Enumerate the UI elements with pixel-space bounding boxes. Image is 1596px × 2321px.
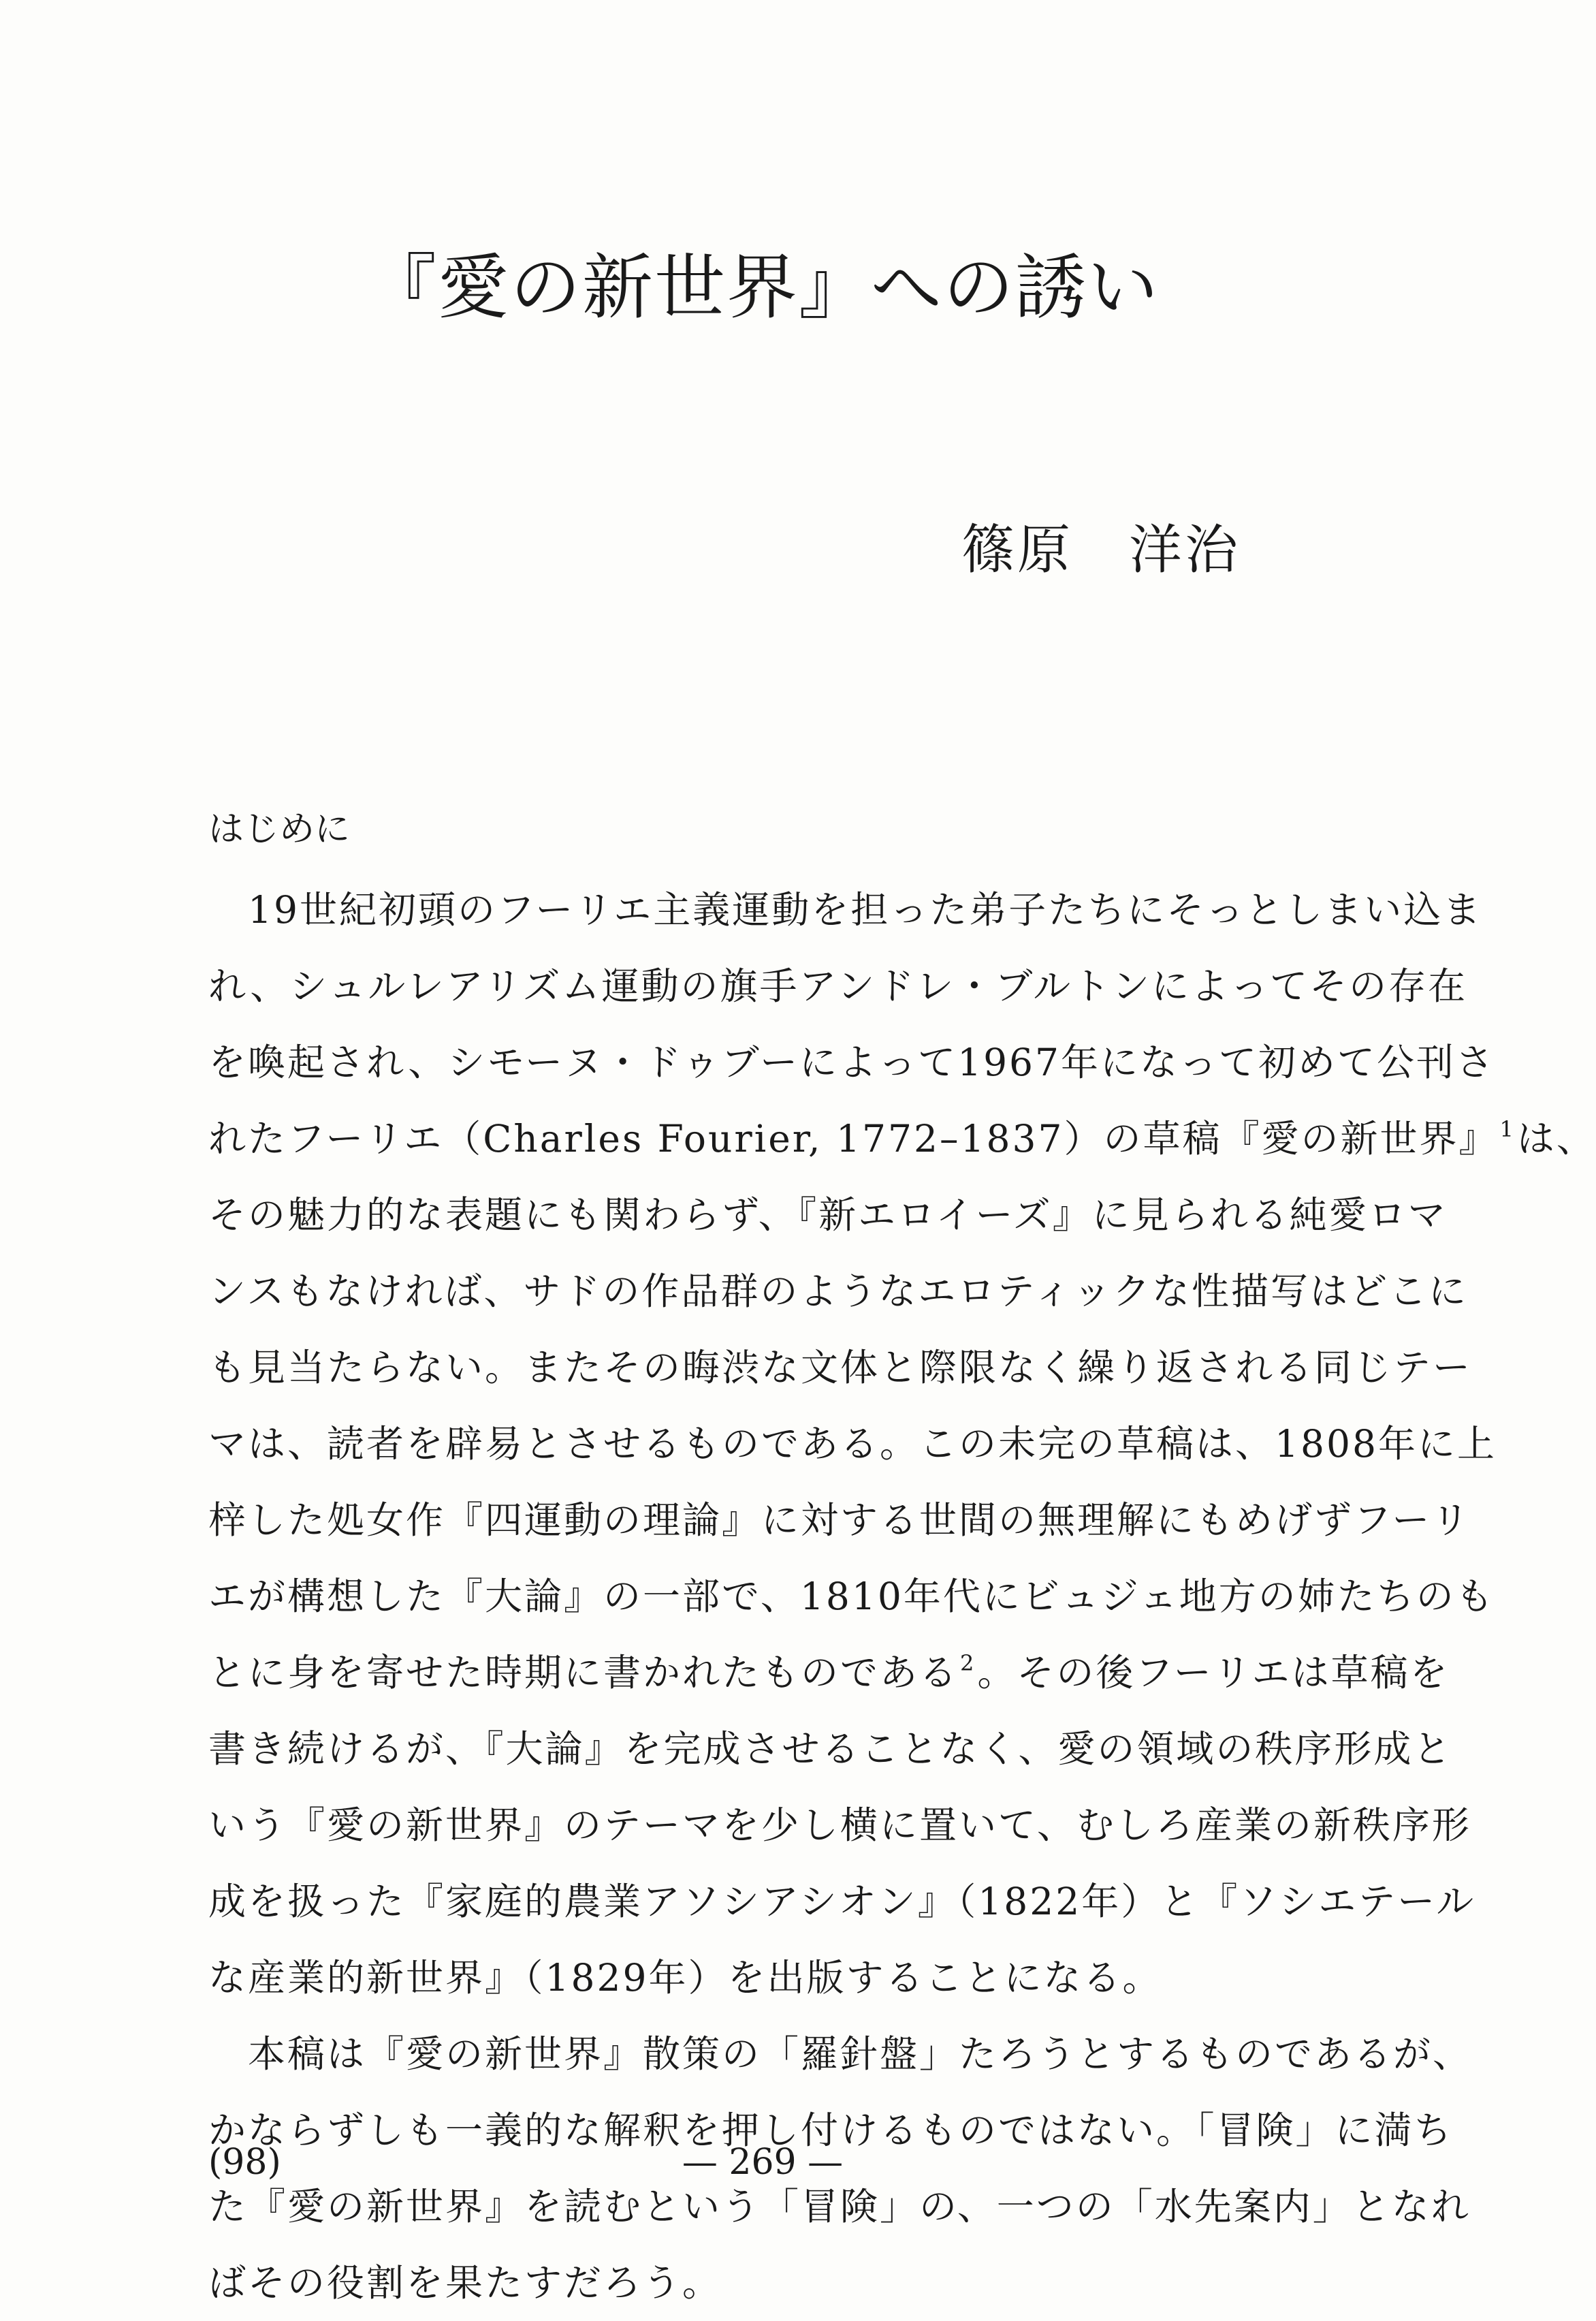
article-title: 『愛の新世界』への誘い [365,246,1160,329]
text-segment: れたフーリエ（Charles Fourier, 1772–1837）の草稿『愛の新世界』 [208,1117,1499,1160]
author-name: 篠原 洋治 [961,520,1241,581]
text-line: かならずしも一義的な解釈を押し付けるものではない。「冒険」に満ち [208,2109,1454,2152]
text-line: いう『愛の新世界』のテーマを少し横に置いて、むしろ産業の新秩序形 [208,1803,1471,1847]
text-line: 19世紀初頭のフーリエ主義運動を担った弟子たちにそっとしまい込ま [248,888,1483,932]
text-segment: は、 [1516,1117,1596,1160]
footer-page-ref: (98) [208,2142,281,2183]
text-line [208,1101,1596,1177]
paragraph-1 [208,872,1596,2016]
text-line: 梓した処女作『四運動の理論』に対する世間の無理解にもめげずフーリ [208,1498,1471,1542]
text-segment: 。その後フーリエは草稿を [977,1651,1450,1694]
text-line: 書き続けるが、『大論』を完成させることなく、愛の領域の秩序形成と [208,1727,1453,1771]
footnote-ref-1: 1 [1499,1116,1516,1142]
footnote-ref-2: 2 [960,1650,976,1676]
text-segment: とに身を寄せた時期に書かれたものである [208,1651,959,1694]
text-line: ばその役割を果たすだろう。 [208,2261,722,2305]
text-line: 成を扱った『家庭的農業アソシアシオン』（1822年）と『ソシエテール [208,1880,1476,1923]
text-line: た『愛の新世界』を読むという「冒険」の、一つの「水先案内」となれ [208,2185,1471,2228]
text-line: な産業的新世界』（1829年）を出版することになる。 [208,1956,1162,2000]
text-line: ンスもなければ、サドの作品群のようなエロティックな性描写はどこに [208,1269,1468,1313]
text-line: マは、読者を辟易とさせるものである。この未完の草稿は、1808年に上 [208,1422,1497,1466]
text-line: を喚起され、シモーヌ・ドゥブーによって1967年になって初めて公刊さ [208,1041,1496,1084]
section-heading: はじめに [208,809,351,850]
text-line: その魅力的な表題にも関わらず、『新エロイーズ』に見られる純愛ロマ [208,1193,1448,1237]
text-line [208,1635,1450,1711]
page-number: — 269 — [682,2142,844,2183]
text-line: エが構想した『大論』の一部で、1810年代にビュジェ地方の姉たちのも [208,1575,1495,1618]
body-text [208,872,1596,2321]
text-line: も見当たらない。またその晦渋な文体と際限なく繰り返される同じテー [208,1346,1473,1389]
text-line: 本稿は『愛の新世界』散策の「羅針盤」たろうとするものであるが、 [248,2032,1473,2076]
text-line: れ、シュルレアリズム運動の旗手アンドレ・ブルトンによってその存在 [208,964,1468,1008]
